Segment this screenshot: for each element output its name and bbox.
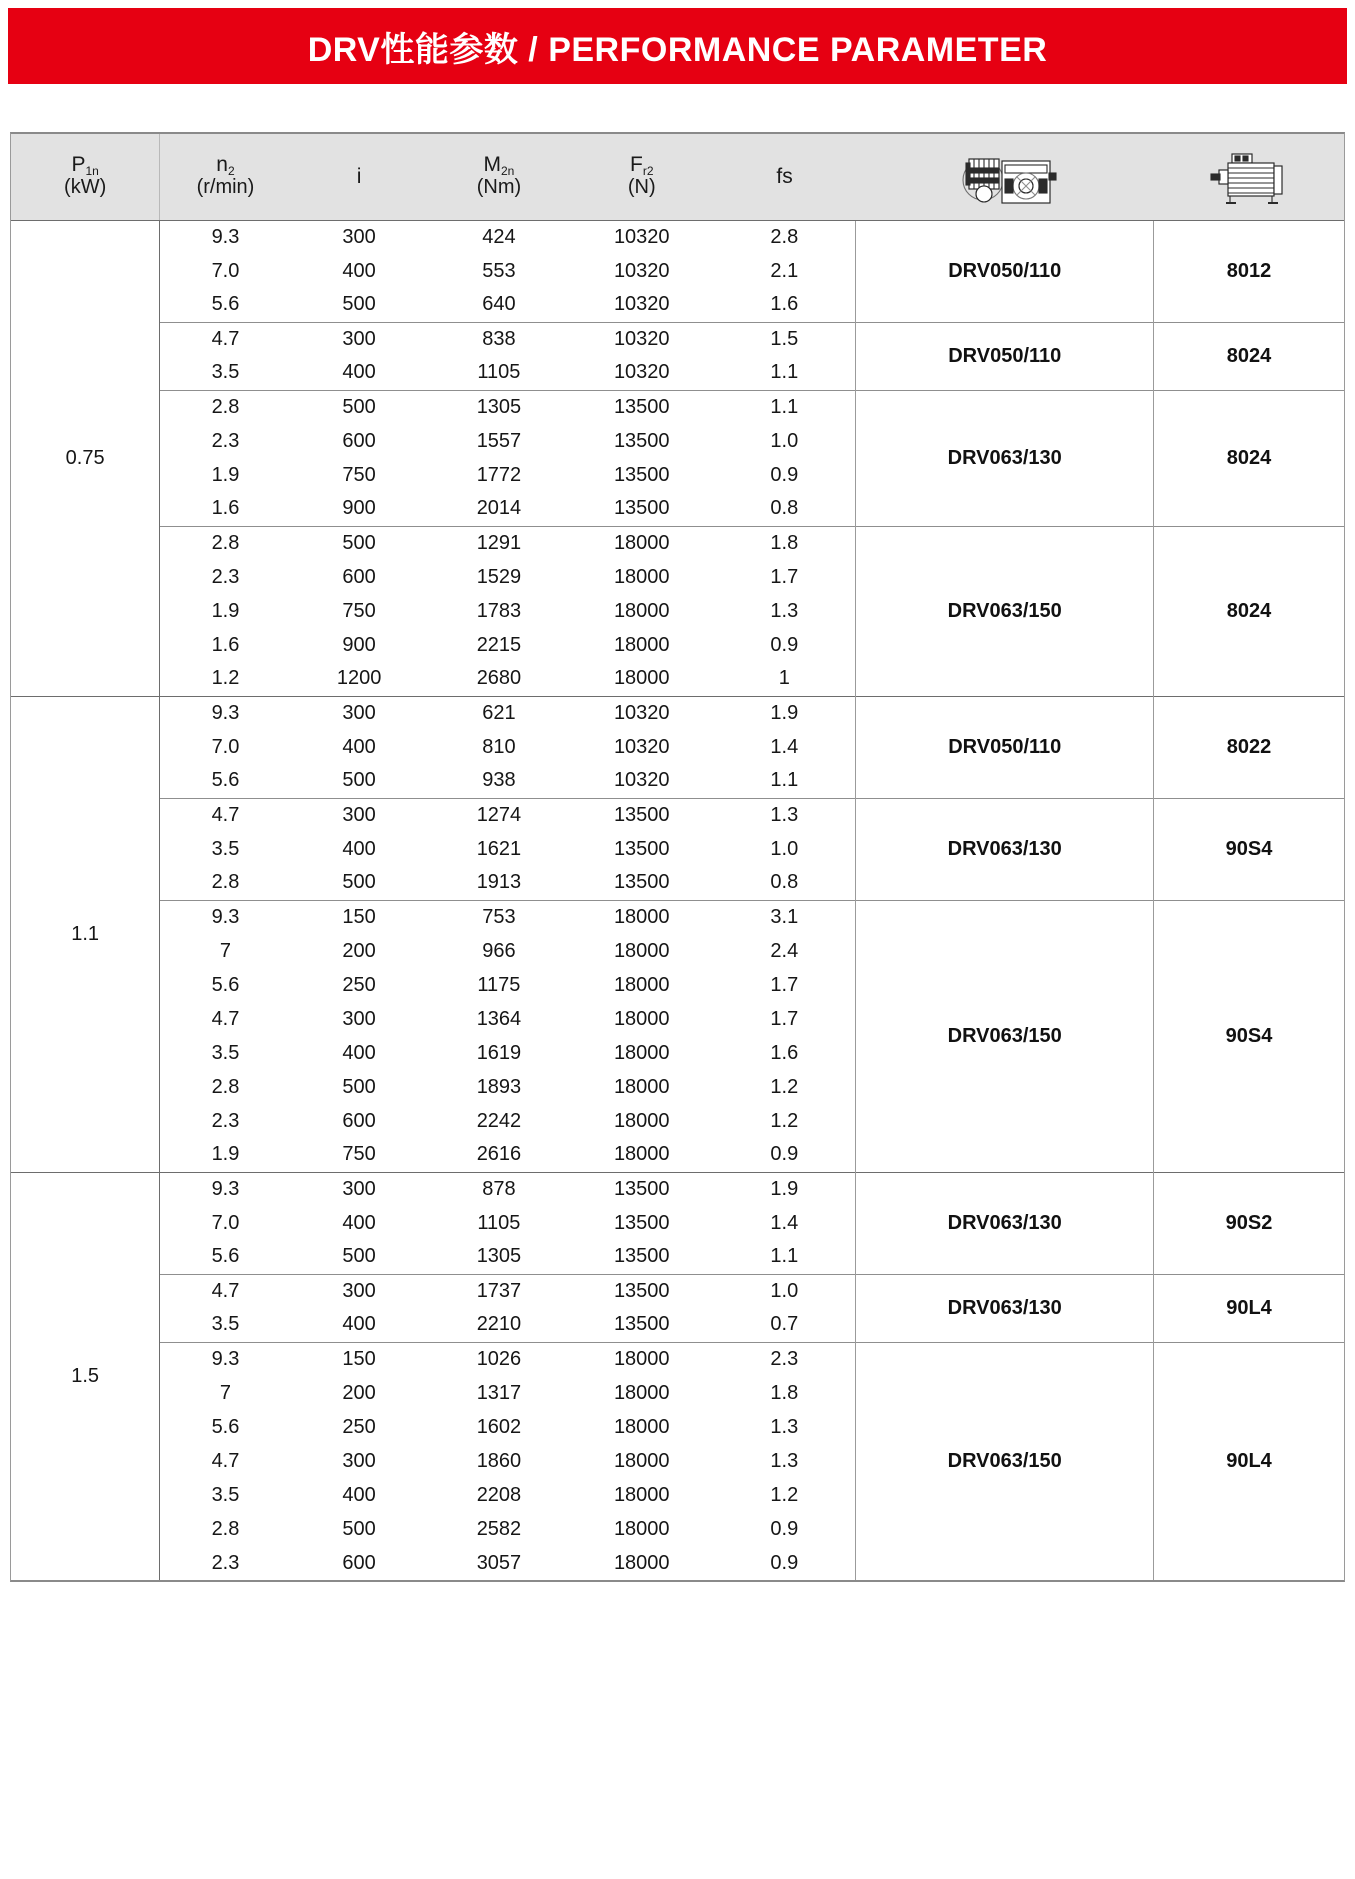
service-factor-cell: 1.7	[713, 1002, 856, 1036]
service-factor-cell: 1.2	[713, 1104, 856, 1138]
output-torque-cell: 1175	[428, 968, 571, 1002]
output-torque-cell: 424	[428, 220, 571, 254]
output-speed-cell: 750	[291, 1138, 428, 1172]
radial-load-cell: 18000	[570, 1546, 713, 1580]
table-row	[11, 322, 1344, 356]
header-cell-m2n	[428, 134, 571, 220]
header-symbol-p1n: $P_{1n}$	[71, 153, 99, 179]
service-factor-cell: 0.9	[713, 1512, 856, 1546]
output-torque-cell: 1557	[428, 424, 571, 458]
power-rating-cell: 0.75	[11, 220, 160, 696]
ratio-cell: 7	[160, 934, 291, 968]
output-speed-cell: 500	[291, 390, 428, 424]
radial-load-cell: 18000	[570, 1410, 713, 1444]
radial-load-cell: 18000	[570, 1036, 713, 1070]
output-torque-cell: 1274	[428, 798, 571, 832]
radial-load-cell: 13500	[570, 798, 713, 832]
service-factor-cell: 0.8	[713, 492, 856, 526]
output-speed-cell: 750	[291, 594, 428, 628]
radial-load-cell: 10320	[570, 220, 713, 254]
radial-load-cell: 13500	[570, 390, 713, 424]
output-torque-cell: 2014	[428, 492, 571, 526]
gearbox-model-cell: DRV050/110	[856, 696, 1154, 798]
gearbox-model-cell: DRV063/130	[856, 1274, 1154, 1342]
header-row	[11, 134, 1344, 220]
ratio-cell: 7.0	[160, 1206, 291, 1240]
performance-table-wrapper	[10, 132, 1345, 1582]
ratio-cell: 2.8	[160, 526, 291, 560]
ratio-cell: 3.5	[160, 1308, 291, 1342]
output-torque-cell: 640	[428, 288, 571, 322]
radial-load-cell: 10320	[570, 322, 713, 356]
ratio-cell: 2.8	[160, 1070, 291, 1104]
header-cell-i	[291, 134, 428, 220]
header-cell-p1n	[11, 134, 160, 220]
radial-load-cell: 13500	[570, 492, 713, 526]
motor-model-cell: 90L4	[1154, 1274, 1345, 1342]
service-factor-cell: 1.8	[713, 526, 856, 560]
header-unit-p1n: (kW)	[64, 176, 107, 199]
output-torque-cell: 2210	[428, 1308, 571, 1342]
ratio-cell: 1.9	[160, 594, 291, 628]
radial-load-cell: 10320	[570, 764, 713, 798]
output-torque-cell: 1893	[428, 1070, 571, 1104]
gearbox-icon	[953, 192, 1057, 209]
table-row	[11, 798, 1344, 832]
output-torque-cell: 1291	[428, 526, 571, 560]
radial-load-cell: 18000	[570, 1138, 713, 1172]
radial-load-cell: 18000	[570, 900, 713, 934]
header-symbol-i: i	[356, 164, 362, 188]
service-factor-cell: 1.1	[713, 764, 856, 798]
radial-load-cell: 13500	[570, 458, 713, 492]
service-factor-cell: 1.2	[713, 1070, 856, 1104]
service-factor-cell: 0.9	[713, 1546, 856, 1580]
power-rating-cell: 1.1	[11, 696, 160, 1172]
motor-model-cell: 8022	[1154, 696, 1345, 798]
service-factor-cell: 1.3	[713, 798, 856, 832]
table-body	[11, 220, 1344, 1580]
ratio-cell: 4.7	[160, 322, 291, 356]
output-torque-cell: 2208	[428, 1478, 571, 1512]
service-factor-cell: 0.9	[713, 458, 856, 492]
ratio-cell: 5.6	[160, 1410, 291, 1444]
radial-load-cell: 13500	[570, 424, 713, 458]
service-factor-cell: 3.1	[713, 900, 856, 934]
ratio-cell: 5.6	[160, 968, 291, 1002]
output-speed-cell: 600	[291, 424, 428, 458]
table-row	[11, 1342, 1344, 1376]
radial-load-cell: 10320	[570, 730, 713, 764]
output-torque-cell: 1860	[428, 1444, 571, 1478]
output-torque-cell: 1317	[428, 1376, 571, 1410]
output-torque-cell: 1305	[428, 1240, 571, 1274]
output-speed-cell: 900	[291, 492, 428, 526]
radial-load-cell: 13500	[570, 1308, 713, 1342]
table-row	[11, 1172, 1344, 1206]
radial-load-cell: 18000	[570, 1478, 713, 1512]
radial-load-cell: 18000	[570, 560, 713, 594]
output-speed-cell: 250	[291, 1410, 428, 1444]
output-torque-cell: 1619	[428, 1036, 571, 1070]
gearbox-model-cell: DRV063/150	[856, 526, 1154, 696]
service-factor-cell: 1.3	[713, 1444, 856, 1478]
output-speed-cell: 400	[291, 254, 428, 288]
motor-model-cell: 90S4	[1154, 798, 1345, 900]
output-torque-cell: 553	[428, 254, 571, 288]
motor-icon	[1208, 193, 1290, 210]
table-row	[11, 220, 1344, 254]
output-torque-cell: 1783	[428, 594, 571, 628]
output-speed-cell: 400	[291, 1308, 428, 1342]
output-speed-cell: 1200	[291, 662, 428, 696]
service-factor-cell: 0.8	[713, 866, 856, 900]
output-torque-cell: 2242	[428, 1104, 571, 1138]
ratio-cell: 9.3	[160, 696, 291, 730]
motor-model-cell: 90S2	[1154, 1172, 1345, 1274]
output-speed-cell: 400	[291, 832, 428, 866]
radial-load-cell: 10320	[570, 356, 713, 390]
header-unit-fr2: (N)	[627, 176, 656, 199]
gearbox-model-cell: DRV063/130	[856, 390, 1154, 526]
output-speed-cell: 300	[291, 220, 428, 254]
output-speed-cell: 500	[291, 866, 428, 900]
output-torque-cell: 753	[428, 900, 571, 934]
ratio-cell: 4.7	[160, 1274, 291, 1308]
ratio-cell: 2.3	[160, 424, 291, 458]
radial-load-cell: 18000	[570, 1512, 713, 1546]
output-torque-cell: 2616	[428, 1138, 571, 1172]
gearbox-model-cell: DRV050/110	[856, 220, 1154, 322]
output-torque-cell: 1737	[428, 1274, 571, 1308]
motor-model-cell: 8024	[1154, 322, 1345, 390]
ratio-cell: 1.2	[160, 662, 291, 696]
output-torque-cell: 1913	[428, 866, 571, 900]
service-factor-cell: 0.7	[713, 1308, 856, 1342]
output-speed-cell: 500	[291, 1070, 428, 1104]
gearbox-model-cell: DRV063/150	[856, 1342, 1154, 1580]
service-factor-cell: 1.0	[713, 1274, 856, 1308]
page-title: DRV性能参数 / PERFORMANCE PARAMETER	[307, 30, 1048, 69]
service-factor-cell: 2.1	[713, 254, 856, 288]
output-speed-cell: 500	[291, 526, 428, 560]
ratio-cell: 1.6	[160, 628, 291, 662]
output-speed-cell: 400	[291, 1036, 428, 1070]
ratio-cell: 1.9	[160, 1138, 291, 1172]
service-factor-cell: 2.8	[713, 220, 856, 254]
output-torque-cell: 3057	[428, 1546, 571, 1580]
radial-load-cell: 18000	[570, 594, 713, 628]
output-speed-cell: 600	[291, 560, 428, 594]
radial-load-cell: 13500	[570, 1274, 713, 1308]
output-speed-cell: 500	[291, 764, 428, 798]
ratio-cell: 3.5	[160, 1478, 291, 1512]
service-factor-cell: 1.8	[713, 1376, 856, 1410]
ratio-cell: 4.7	[160, 1002, 291, 1036]
ratio-cell: 4.7	[160, 798, 291, 832]
ratio-cell: 7.0	[160, 254, 291, 288]
service-factor-cell: 2.3	[713, 1342, 856, 1376]
service-factor-cell: 1.3	[713, 1410, 856, 1444]
radial-load-cell: 18000	[570, 968, 713, 1002]
output-torque-cell: 810	[428, 730, 571, 764]
header-cell-fs	[713, 134, 856, 220]
output-torque-cell: 878	[428, 1172, 571, 1206]
output-torque-cell: 1026	[428, 1342, 571, 1376]
ratio-cell: 3.5	[160, 1036, 291, 1070]
service-factor-cell: 1.6	[713, 288, 856, 322]
output-speed-cell: 300	[291, 696, 428, 730]
header-unit-n2: (r/min)	[196, 176, 255, 199]
radial-load-cell: 13500	[570, 1240, 713, 1274]
ratio-cell: 4.7	[160, 1444, 291, 1478]
radial-load-cell: 18000	[570, 526, 713, 560]
output-speed-cell: 150	[291, 1342, 428, 1376]
output-torque-cell: 1772	[428, 458, 571, 492]
header-cell-motor	[1154, 134, 1345, 220]
output-speed-cell: 400	[291, 356, 428, 390]
service-factor-cell: 1.2	[713, 1478, 856, 1512]
ratio-cell: 1.9	[160, 458, 291, 492]
radial-load-cell: 18000	[570, 628, 713, 662]
service-factor-cell: 1.9	[713, 1172, 856, 1206]
header-symbol-fr2: $F_{r2}$	[630, 153, 654, 179]
ratio-cell: 9.3	[160, 220, 291, 254]
header-unit-m2n: (Nm)	[476, 176, 522, 199]
ratio-cell: 2.8	[160, 1512, 291, 1546]
output-torque-cell: 2582	[428, 1512, 571, 1546]
ratio-cell: 2.8	[160, 390, 291, 424]
ratio-cell: 2.3	[160, 1104, 291, 1138]
output-speed-cell: 500	[291, 288, 428, 322]
header-cell-fr2	[570, 134, 713, 220]
motor-model-cell: 90S4	[1154, 900, 1345, 1172]
output-torque-cell: 1364	[428, 1002, 571, 1036]
output-speed-cell: 300	[291, 1444, 428, 1478]
output-speed-cell: 300	[291, 1274, 428, 1308]
service-factor-cell: 1.4	[713, 730, 856, 764]
header-symbol-m2n: $M_{2n}$	[483, 153, 515, 179]
radial-load-cell: 18000	[570, 1002, 713, 1036]
output-torque-cell: 621	[428, 696, 571, 730]
service-factor-cell: 2.4	[713, 934, 856, 968]
header-symbol-fs: fs	[776, 164, 793, 188]
service-factor-cell: 1.3	[713, 594, 856, 628]
output-torque-cell: 2215	[428, 628, 571, 662]
ratio-cell: 9.3	[160, 1342, 291, 1376]
output-speed-cell: 300	[291, 322, 428, 356]
ratio-cell: 9.3	[160, 1172, 291, 1206]
output-speed-cell: 300	[291, 798, 428, 832]
ratio-cell: 5.6	[160, 764, 291, 798]
radial-load-cell: 13500	[570, 832, 713, 866]
output-torque-cell: 1602	[428, 1410, 571, 1444]
performance-parameter-table	[11, 134, 1344, 1580]
output-speed-cell: 600	[291, 1546, 428, 1580]
output-speed-cell: 500	[291, 1512, 428, 1546]
power-rating-cell: 1.5	[11, 1172, 160, 1580]
gearbox-model-cell: DRV063/150	[856, 900, 1154, 1172]
service-factor-cell: 1.6	[713, 1036, 856, 1070]
output-torque-cell: 1305	[428, 390, 571, 424]
motor-model-cell: 8024	[1154, 526, 1345, 696]
output-torque-cell: 966	[428, 934, 571, 968]
radial-load-cell: 18000	[570, 1104, 713, 1138]
header-cell-gearbox	[856, 134, 1154, 220]
output-torque-cell: 2680	[428, 662, 571, 696]
radial-load-cell: 10320	[570, 696, 713, 730]
header-symbol-n2: $n_2$	[216, 153, 235, 179]
output-speed-cell: 300	[291, 1172, 428, 1206]
output-speed-cell: 400	[291, 1206, 428, 1240]
ratio-cell: 3.5	[160, 356, 291, 390]
output-speed-cell: 300	[291, 1002, 428, 1036]
service-factor-cell: 1.0	[713, 424, 856, 458]
service-factor-cell: 1.5	[713, 322, 856, 356]
table-row	[11, 526, 1344, 560]
output-speed-cell: 150	[291, 900, 428, 934]
motor-model-cell: 8024	[1154, 390, 1345, 526]
output-torque-cell: 838	[428, 322, 571, 356]
output-torque-cell: 1105	[428, 1206, 571, 1240]
ratio-cell: 5.6	[160, 288, 291, 322]
service-factor-cell: 1.4	[713, 1206, 856, 1240]
service-factor-cell: 1.7	[713, 968, 856, 1002]
output-speed-cell: 400	[291, 1478, 428, 1512]
output-torque-cell: 1529	[428, 560, 571, 594]
radial-load-cell: 18000	[570, 1342, 713, 1376]
output-speed-cell: 600	[291, 1104, 428, 1138]
output-speed-cell: 200	[291, 1376, 428, 1410]
table-row	[11, 390, 1344, 424]
motor-model-cell: 90L4	[1154, 1342, 1345, 1580]
page-banner	[8, 8, 1347, 84]
header-cell-n2	[160, 134, 291, 220]
output-speed-cell: 500	[291, 1240, 428, 1274]
radial-load-cell: 13500	[570, 1206, 713, 1240]
output-speed-cell: 400	[291, 730, 428, 764]
output-torque-cell: 1105	[428, 356, 571, 390]
gearbox-model-cell: DRV063/130	[856, 798, 1154, 900]
motor-model-cell: 8012	[1154, 220, 1345, 322]
service-factor-cell: 1.7	[713, 560, 856, 594]
output-torque-cell: 1621	[428, 832, 571, 866]
ratio-cell: 5.6	[160, 1240, 291, 1274]
service-factor-cell: 1.1	[713, 390, 856, 424]
service-factor-cell: 1.1	[713, 1240, 856, 1274]
radial-load-cell: 13500	[570, 1172, 713, 1206]
service-factor-cell: 0.9	[713, 1138, 856, 1172]
radial-load-cell: 18000	[570, 934, 713, 968]
table-row	[11, 696, 1344, 730]
radial-load-cell: 10320	[570, 288, 713, 322]
ratio-cell: 3.5	[160, 832, 291, 866]
table-row	[11, 900, 1344, 934]
radial-load-cell: 18000	[570, 1444, 713, 1478]
ratio-cell: 2.3	[160, 560, 291, 594]
radial-load-cell: 10320	[570, 254, 713, 288]
output-speed-cell: 200	[291, 934, 428, 968]
output-speed-cell: 750	[291, 458, 428, 492]
radial-load-cell: 18000	[570, 662, 713, 696]
radial-load-cell: 18000	[570, 1376, 713, 1410]
ratio-cell: 2.8	[160, 866, 291, 900]
ratio-cell: 7	[160, 1376, 291, 1410]
radial-load-cell: 18000	[570, 1070, 713, 1104]
table-header	[11, 134, 1344, 220]
service-factor-cell: 1.9	[713, 696, 856, 730]
gearbox-model-cell: DRV050/110	[856, 322, 1154, 390]
ratio-cell: 2.3	[160, 1546, 291, 1580]
radial-load-cell: 13500	[570, 866, 713, 900]
output-speed-cell: 900	[291, 628, 428, 662]
service-factor-cell: 1.0	[713, 832, 856, 866]
service-factor-cell: 1.1	[713, 356, 856, 390]
ratio-cell: 1.6	[160, 492, 291, 526]
service-factor-cell: 0.9	[713, 628, 856, 662]
service-factor-cell: 1	[713, 662, 856, 696]
gearbox-model-cell: DRV063/130	[856, 1172, 1154, 1274]
ratio-cell: 9.3	[160, 900, 291, 934]
ratio-cell: 7.0	[160, 730, 291, 764]
output-speed-cell: 250	[291, 968, 428, 1002]
table-row	[11, 1274, 1344, 1308]
output-torque-cell: 938	[428, 764, 571, 798]
